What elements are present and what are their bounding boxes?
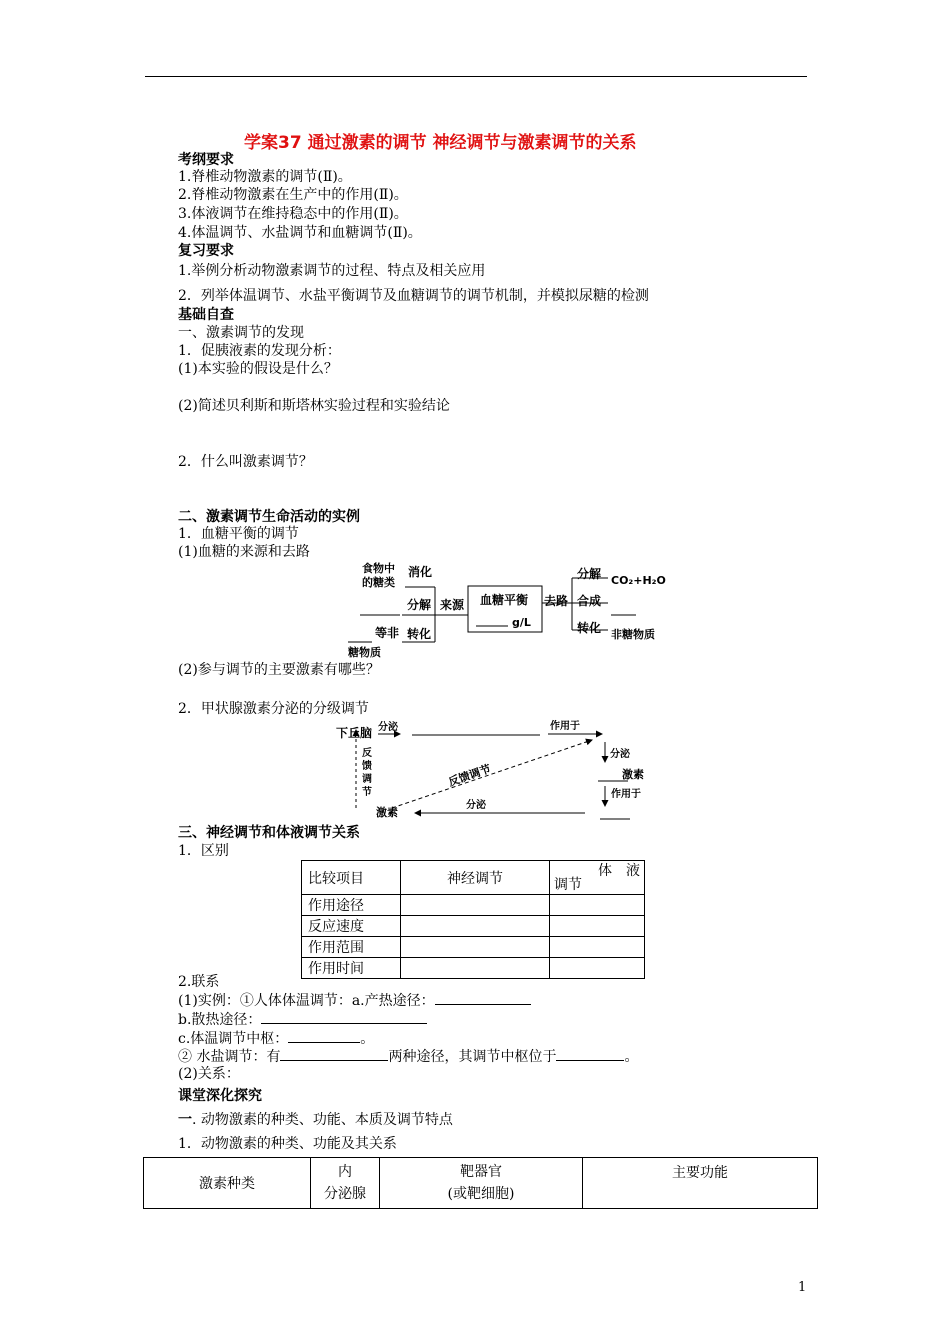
table-cell[interactable] <box>550 895 645 916</box>
feedback-char: 节 <box>362 787 372 798</box>
question: (1)本实验的假设是什么？ <box>178 361 338 377</box>
table-header-line: 分泌腺 <box>324 1186 366 1202</box>
table-cell[interactable] <box>401 937 550 958</box>
fill-line <box>178 992 531 1009</box>
question: (2)参与调节的主要激素有哪些？ <box>178 662 380 678</box>
answer-blank[interactable] <box>435 992 531 1005</box>
question: 1．区别 <box>178 843 229 859</box>
table-header <box>380 1158 583 1209</box>
question: 1．血糖平衡的调节 <box>178 526 299 542</box>
hormone-label: 激素 <box>376 806 398 819</box>
center-label: 血糖平衡 <box>480 593 529 607</box>
question: 2．什么叫激素调节？ <box>178 454 313 470</box>
table-header: 神经调节 <box>401 861 550 895</box>
answer-blank[interactable] <box>288 1030 360 1043</box>
secrete-label: 分泌 <box>378 722 398 733</box>
fill-line <box>178 1048 638 1065</box>
question: (2)关系： <box>178 1066 240 1082</box>
kaogang-heading: 考纲要求 <box>178 152 234 168</box>
section-heading: 三、神经调节和体液调节关系 <box>178 825 360 841</box>
out-transform-label: 转化 <box>577 621 602 635</box>
question: (1)血糖的来源和去路 <box>178 544 310 560</box>
fill-line <box>178 1030 374 1047</box>
hypothalamus-label: 下丘脑 <box>336 726 373 740</box>
table-row-label: 作用时间 <box>302 958 401 979</box>
table-row-label: 作用范围 <box>302 937 401 958</box>
blood-sugar-diagram <box>340 560 680 662</box>
table-header <box>550 861 645 895</box>
section-heading: 二、激素调节生命活动的实例 <box>178 509 360 525</box>
section-heading <box>178 1112 453 1128</box>
food-label: 食物中 <box>362 562 395 575</box>
feedback-char: 反 <box>362 748 372 759</box>
fuxi-item: 1.举例分析动物激素调节的过程、特点及相关应用 <box>178 263 486 279</box>
table-cell[interactable] <box>550 958 645 979</box>
hormone-label: 激素 <box>622 768 644 781</box>
acts-on-label: 作用于 <box>611 789 641 800</box>
kaogang-item: 4.体温调节、水盐调节和血糖调节(Ⅱ)。 <box>178 225 422 241</box>
feedback-diagonal-label: 反馈调节 <box>446 762 493 789</box>
secrete-label: 分泌 <box>466 800 486 811</box>
fill-text: 。 <box>360 1031 375 1047</box>
answer-blank[interactable] <box>556 1048 624 1061</box>
nonsugar-label: 糖物质 <box>348 646 381 659</box>
out-nonsugar-label: 非糖物质 <box>611 628 655 641</box>
fill-text: 。 <box>624 1049 639 1065</box>
table-header: 主要功能 <box>583 1158 818 1209</box>
fill-text: (1)实例：①人体体温调节：a.产热途径： <box>178 993 435 1009</box>
kaogang-item: 1.脊椎动物激素的调节(Ⅱ)。 <box>178 169 352 185</box>
fill-text: 两种途径，其调节中枢位于 <box>388 1049 557 1065</box>
ketang-heading: 课堂深化探究 <box>178 1088 262 1104</box>
question: 2.联系 <box>178 974 220 990</box>
question: 2．甲状腺激素分泌的分级调节 <box>178 701 369 717</box>
fuxi-item: 2．列举体温调节、水盐平衡调节及血糖调节的调节机制，并模拟尿糖的检测 <box>178 288 649 304</box>
fuxi-heading: 复习要求 <box>178 243 234 259</box>
table-header: 激素种类 <box>144 1158 311 1209</box>
secrete-label: 分泌 <box>610 749 630 760</box>
question: (2)简述贝利斯和斯塔林实验过程和实验结论 <box>178 398 450 414</box>
table-header <box>311 1158 380 1209</box>
sink-label: 去路 <box>544 594 569 608</box>
table-header-line: 调节 <box>554 876 582 893</box>
transform-in-label: 转化 <box>407 627 432 641</box>
table-cell[interactable] <box>401 958 550 979</box>
question: 1．促胰液素的发现分析： <box>178 343 341 359</box>
section-text: . 动物激素的种类、功能、本质及调节特点 <box>192 1112 453 1128</box>
table-header-line: 靶器官 <box>460 1164 502 1180</box>
comparison-table <box>301 860 645 979</box>
answer-blank[interactable] <box>280 1048 388 1061</box>
out-decompose-label: 分解 <box>577 567 602 581</box>
table-cell[interactable] <box>401 895 550 916</box>
table-header-line: 内 <box>338 1164 352 1180</box>
out-synth-label: 合成 <box>577 594 602 608</box>
page-title: 学案37 通过激素的调节 神经调节与激素调节的关系 <box>244 133 637 153</box>
table-row-label: 作用途径 <box>302 895 401 916</box>
jichu-heading: 基础自查 <box>178 307 234 323</box>
feedback-char: 馈 <box>362 761 372 772</box>
food-label: 的糖类 <box>362 576 395 589</box>
table-cell[interactable] <box>550 937 645 958</box>
table-cell[interactable] <box>401 916 550 937</box>
acts-on-label: 作用于 <box>550 721 580 732</box>
kaogang-item: 3.体液调节在维持稳态中的作用(Ⅱ)。 <box>178 206 408 222</box>
hormone-table <box>143 1157 818 1209</box>
fill-line <box>178 1011 427 1028</box>
fill-text: ② 水盐调节：有 <box>178 1049 281 1065</box>
table-row-label: 反应速度 <box>302 916 401 937</box>
table-header-line: 体 液 <box>598 862 640 879</box>
header-rule <box>145 76 807 77</box>
section-heading: 一、激素调节的发现 <box>178 325 304 341</box>
out-product-label: CO₂+H₂O <box>611 574 666 587</box>
page-number: 1 <box>798 1280 807 1295</box>
feedback-char: 调 <box>362 774 372 785</box>
fill-text: c.体温调节中枢： <box>178 1031 289 1047</box>
kaogang-item: 2.脊椎动物激素在生产中的作用(Ⅱ)。 <box>178 187 408 203</box>
decompose-label: 分解 <box>407 598 432 612</box>
source-label: 来源 <box>440 598 465 612</box>
digest-label: 消化 <box>408 565 433 579</box>
question: 1．动物激素的种类、功能及其关系 <box>178 1136 397 1152</box>
thyroid-diagram <box>330 716 660 822</box>
table-header-line: (或靶细胞) <box>447 1186 515 1202</box>
fill-text: b.散热途径： <box>178 1012 262 1028</box>
section-number: 一 <box>178 1112 192 1128</box>
wait-label: 等非 <box>375 626 400 640</box>
table-header: 比较项目 <box>302 861 401 895</box>
table-cell[interactable] <box>550 916 645 937</box>
answer-blank[interactable] <box>261 1011 427 1024</box>
unit-label: g/L <box>512 616 531 629</box>
